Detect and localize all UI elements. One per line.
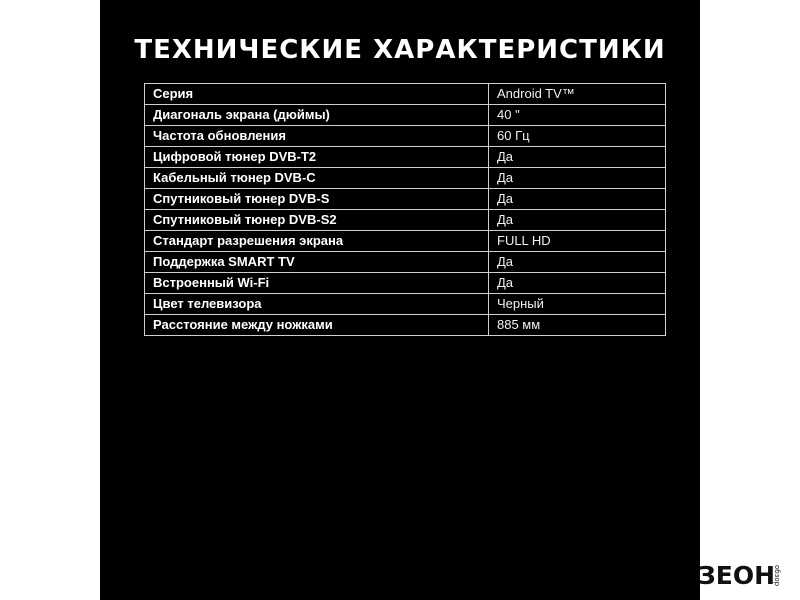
page-title: ТЕХНИЧЕСКИЕ ХАРАКТЕРИСТИКИ [134,35,666,65]
spec-param-label: Цифровой тюнер DVB-T2 [145,147,489,168]
spec-value: Да [489,189,666,210]
spec-value: 60 Гц [489,126,666,147]
spec-param-label: Стандарт разрешения экрана [145,231,489,252]
spec-param-label: Серия [145,84,489,105]
spec-param-label: Спутниковый тюнер DVB-S2 [145,210,489,231]
spec-value: Android TV™ [489,84,666,105]
spec-param-label: Спутниковый тюнер DVB-S [145,189,489,210]
spec-row [145,105,666,126]
spec-value: Да [489,147,666,168]
spec-value: Да [489,252,666,273]
spec-row [145,294,666,315]
spec-param-label: Цвет телевизора [145,294,489,315]
spec-value: 885 мм [489,315,666,336]
spec-param-label: Расстояние между ножками [145,315,489,336]
spec-row [145,273,666,294]
spec-row [145,315,666,336]
brand-logo-text: ЗЕОН [698,561,776,589]
spec-sheet-panel [100,0,700,600]
spec-table [144,83,666,336]
spec-value: Да [489,273,666,294]
spec-row [145,84,666,105]
spec-row [145,210,666,231]
spec-row [145,147,666,168]
spec-param-label: Диагональ экрана (дюймы) [145,105,489,126]
brand-logo-tagline: обзор [773,565,781,587]
spec-param-label: Встроенный Wi-Fi [145,273,489,294]
spec-value: Да [489,210,666,231]
spec-row [145,231,666,252]
spec-row [145,126,666,147]
spec-value: Да [489,168,666,189]
spec-row [145,252,666,273]
spec-param-label: Частота обновления [145,126,489,147]
spec-param-label: Поддержка SMART TV [145,252,489,273]
brand-logo [697,559,783,589]
spec-value: 40 " [489,105,666,126]
spec-row [145,168,666,189]
spec-param-label: Кабельный тюнер DVB-C [145,168,489,189]
spec-value: FULL HD [489,231,666,252]
spec-table-body [145,84,666,336]
spec-row [145,189,666,210]
spec-value: Черный [489,294,666,315]
